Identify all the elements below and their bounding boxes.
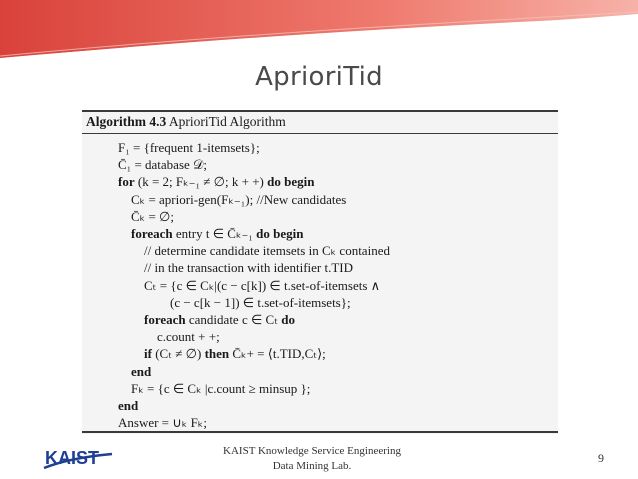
algorithm-line: foreach entry t ∈ C̄ₖ₋₁ do begin bbox=[131, 226, 304, 241]
algorithm-line: C̄ₖ = ∅; bbox=[131, 208, 174, 224]
algorithm-caption bbox=[86, 114, 286, 130]
algorithm-line: (c − c[k − 1]) ∈ t.set-of-itemsets}; bbox=[170, 294, 351, 310]
algorithm-line: Cₜ = {c ∈ Cₖ|(c − c[k]) ∈ t.set-of-itemsets ∧ bbox=[144, 277, 381, 293]
algorithm-number: Algorithm 4.3 bbox=[86, 114, 167, 129]
algorithm-line: c.count + +; bbox=[157, 329, 220, 345]
algorithm-line: for (k = 2; Fₖ₋₁ ≠ ∅; k + +) do begin bbox=[118, 174, 315, 190]
footer-text bbox=[196, 444, 428, 474]
algorithm-line: if (Cₜ ≠ ∅) then C̄ₖ+ = ⟨t.TID,Cₜ⟩; bbox=[144, 346, 326, 362]
header-swoosh-decoration bbox=[0, 0, 638, 60]
footer-line-1: KAIST Knowledge Service Engineering bbox=[223, 445, 401, 457]
algorithm-name: AprioriTid Algorithm bbox=[168, 114, 286, 129]
footer-line-2: Data Mining Lab. bbox=[272, 460, 352, 472]
kaist-logo bbox=[42, 446, 114, 472]
algorithm-line: end bbox=[118, 398, 139, 413]
algorithm-top-rule bbox=[82, 110, 558, 112]
algorithm-line: C̄₁ = database 𝒟; bbox=[118, 157, 208, 173]
algorithm-line: end bbox=[131, 363, 152, 379]
algorithm-line: F₁ = {frequent 1-itemsets}; bbox=[118, 140, 260, 155]
page-number: 9 bbox=[598, 451, 604, 465]
algorithm-bottom-rule bbox=[82, 431, 558, 433]
algorithm-line: Answer = ∪ₖ Fₖ; bbox=[118, 415, 207, 431]
slide-title: AprioriTid bbox=[255, 62, 383, 92]
algorithm-box bbox=[82, 110, 558, 434]
kaist-logo-text: KAIST bbox=[45, 448, 99, 468]
algorithm-line: // in the transaction with identifier t.TID bbox=[144, 260, 354, 276]
algorithm-caption-rule bbox=[82, 133, 558, 134]
algorithm-line: // determine candidate itemsets in Cₖ contained bbox=[144, 243, 390, 259]
algorithm-line: Fₖ = {c ∈ Cₖ |c.count ≥ minsup }; bbox=[131, 380, 311, 396]
algorithm-line: foreach candidate c ∈ Cₜ do bbox=[144, 312, 296, 327]
algorithm-line: Cₖ = apriori-gen(Fₖ₋₁); //New candidates bbox=[131, 191, 347, 207]
